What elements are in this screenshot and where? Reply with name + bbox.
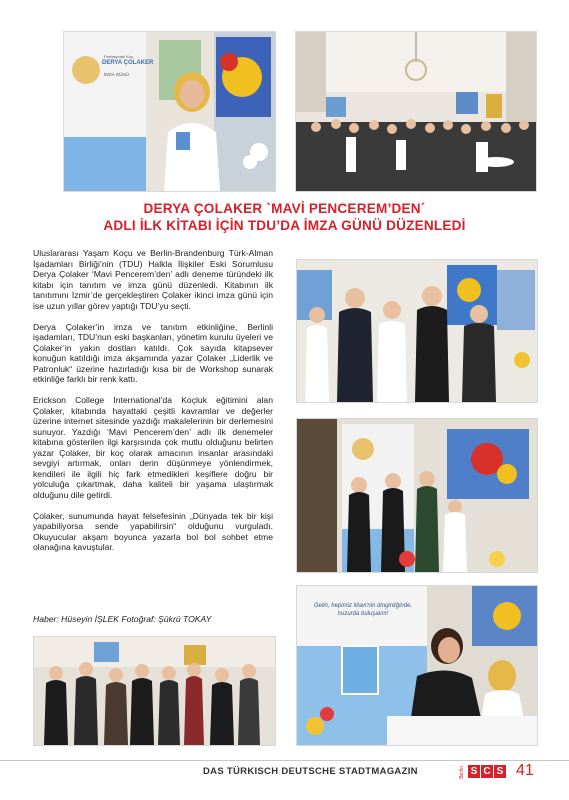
photo-event-crowd: [295, 31, 537, 192]
footer-magazine-title: DAS TÜRKISCH DEUTSCHE STADTMAGAZIN: [203, 766, 418, 777]
article-byline: Haber: Hüseyin İŞLEK Fotoğraf: Şükrü TOKAY: [33, 614, 212, 624]
headline-line-1: DERYA ÇOLAKER `MAVİ PENCEREM’DEN´: [143, 201, 426, 216]
article-paragraph: Erickson College International’da Koçluk eğitimini alan Çolaker, kitabında hayattaki çeşitli kavramlar ve değerler üzerine internet sitesinde yazdığı makalelerinin bir derlemesini sunuyor. Yazdığı ‘Mavi Pencerem’den’ adlı ilk denemeler kitabına gösterilen ilgi karşısında çok mutlu olduğunu belirten yazar Çolaker, bir koç olarak amacının insanlar arasındaki sevgiyi artırmak, onları derin düşünmeye yönlendirmek, kendileri ile ilgili hiç fark etmedikleri keşiflere doğru bir yolculuğa çıkartmak, daha kaliteli bir yaşama ulaştırmak olduğunu dile getirdi.: [33, 395, 273, 500]
article-paragraph: Derya Çolaker’in imza ve tanıtım etkinliğine, Berlinli işadamları, TDU’nun eski başkanları, yönetim kurulu üyeleri ve Çolaker’in yakın dostları katıldı. Çok sayıda kitapsever konuğun katıldığı imza akşamında yazar Çolaker „Liderlik ve Patronluk“ üzerine hazırladığı kısa bir de Workshop sunarak etkinliğe farklı bir renk kattı.: [33, 321, 273, 384]
logo-letter: C: [481, 765, 493, 778]
photo-book-signing: [296, 585, 538, 746]
photo-group-of-five: [296, 259, 538, 403]
footer-divider: [0, 760, 569, 761]
photo-seated-group: [33, 636, 276, 746]
footer-city: Berlin: [459, 766, 465, 779]
article-headline: [20, 200, 549, 234]
banner-quote: Gelin, hepimiz Mavi'nin dinginliğinde, huzurda buluşalım!: [313, 603, 413, 617]
page-number: 41: [516, 762, 534, 779]
banner-name: DERYA ÇOLAKER: [102, 60, 154, 66]
article-body: [33, 248, 273, 563]
banner-event: İMZA GÜNÜ: [104, 72, 130, 77]
photo-four-women-banner: [296, 418, 538, 573]
photo-author-with-book: [63, 31, 276, 192]
logo-letter: S: [468, 765, 480, 778]
headline-line-2: ADLI İLK KİTABI İÇİN TDU’DA İMZA GÜNÜ DÜZENLEDİ: [103, 218, 466, 233]
article-paragraph: Uluslararası Yaşam Koçu ve Berlin-Brandenburg Türk-Alman İşadamları Birliği’nin (TDU) Halkla İlişkiler Eski Sorumlusu Derya Çolaker ‘Mavi Pencerem’den’ adlı deneme türündeki ilk kitabı için tanıtım ve imza günü düzenledi. Kitabının ilk tanıtımını İzmir’de gerçekleştiren Çolaker ikinci imza günü için ise uzun yıllar görev yaptığı TDU’yu seçti.: [33, 248, 273, 311]
footer-logo: [468, 765, 506, 778]
article-paragraph: Çolaker, sunumunda hayat felsefesinin „Dünyada tek bir kişi yapabiliyorsa sende yapabilirsin“ olduğunu vurguladı. Okuyucular akşam boyunca yazarla bol bol sohbet etme olanağına kavuştular.: [33, 510, 273, 552]
banner-subtitle: Profesyonel Koç: [104, 54, 134, 59]
logo-letter: S: [494, 765, 506, 778]
